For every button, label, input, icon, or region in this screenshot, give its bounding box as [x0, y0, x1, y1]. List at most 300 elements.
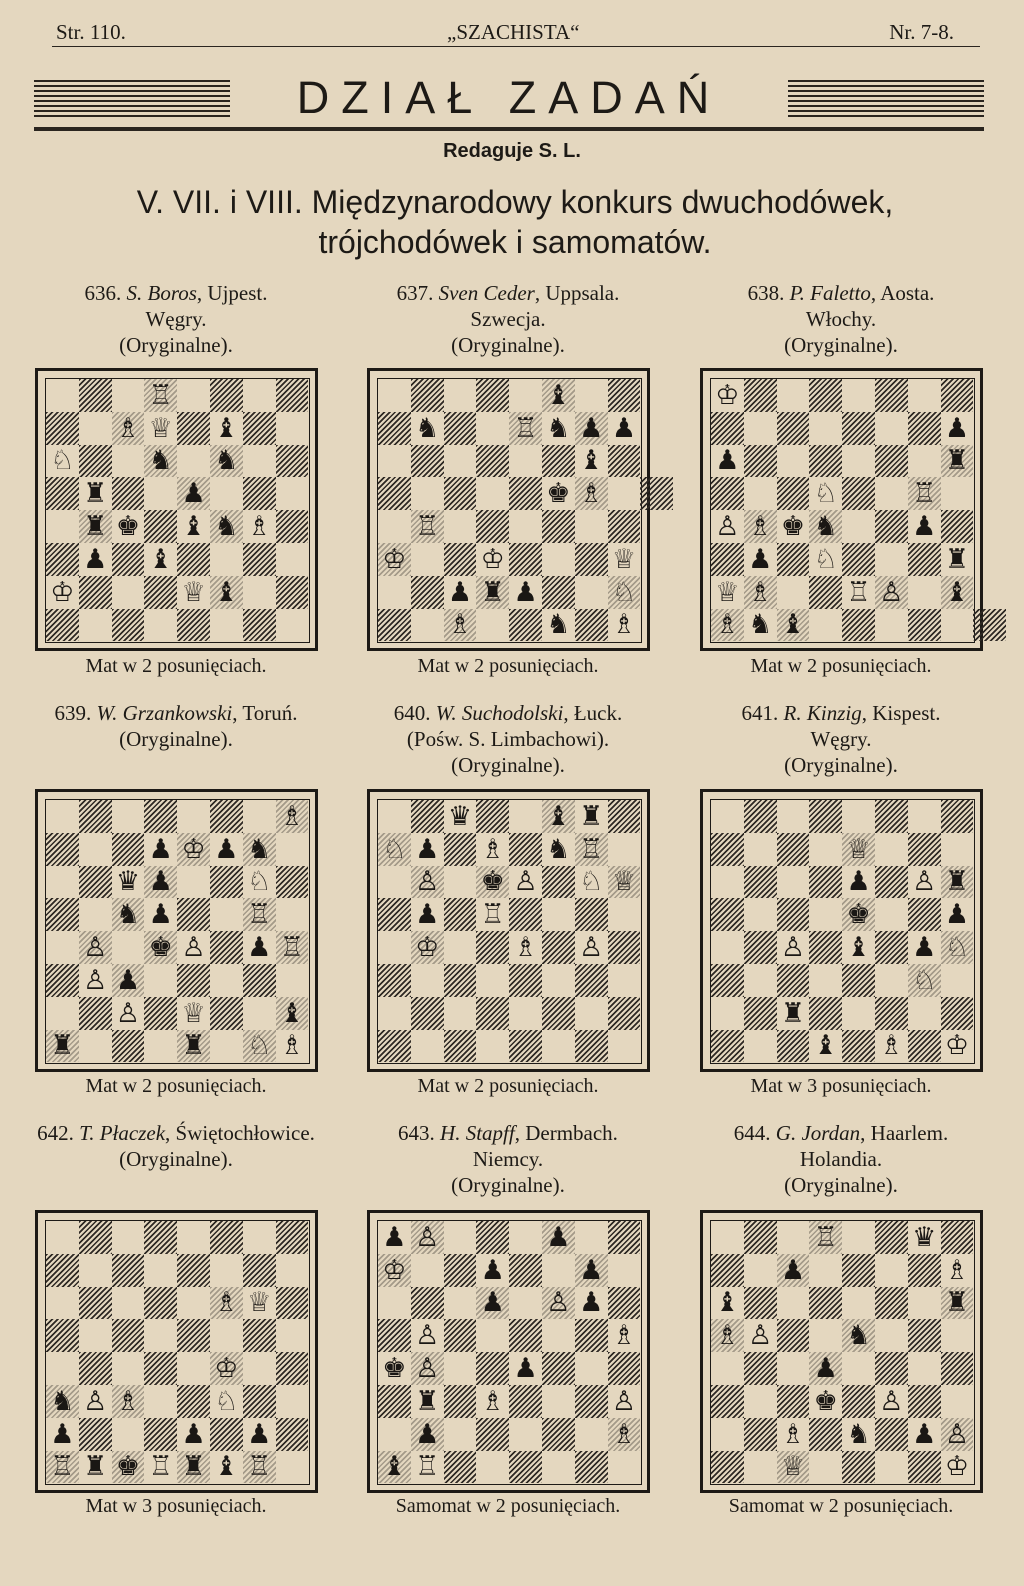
white-queen-icon: ♕ [611, 543, 637, 575]
board-square [378, 1451, 411, 1484]
board-square [809, 997, 842, 1030]
problem-source: (Oryginalne). [451, 1173, 565, 1197]
board-square [777, 866, 810, 899]
problem-subtitle: (Pośw. S. Limbachowi). [406, 727, 610, 751]
chess-diagram [35, 1210, 318, 1493]
board-square [144, 445, 177, 478]
black-king-icon: ♚ [382, 1353, 407, 1385]
board-square [744, 964, 777, 997]
white-knight-icon: ♘ [813, 478, 838, 510]
board-square [276, 800, 309, 833]
white-bishop-icon: ♗ [279, 800, 305, 832]
board-square [908, 1030, 941, 1063]
white-king-icon: ♔ [415, 932, 440, 964]
board-square [875, 1319, 908, 1352]
board-square [711, 1385, 744, 1418]
board-square [542, 543, 575, 576]
board-square [46, 1254, 79, 1287]
board-square [509, 412, 542, 445]
board-square [79, 1385, 112, 1418]
header-rule [52, 46, 980, 47]
board-square [908, 866, 941, 899]
board-square [210, 510, 243, 543]
board-square [711, 576, 744, 609]
board-square [411, 1221, 444, 1254]
board-square [378, 445, 411, 478]
board-square [908, 1221, 941, 1254]
board-square [112, 1030, 145, 1063]
board-square [476, 931, 509, 964]
board-square [79, 543, 112, 576]
problem-title-line: 643. H. Stapff, Dermbach. [398, 1121, 618, 1145]
board-square [243, 445, 276, 478]
board-square [875, 1287, 908, 1320]
problem-caption [348, 700, 668, 778]
board-square [842, 1352, 875, 1385]
board-square [777, 510, 810, 543]
board-square [476, 1221, 509, 1254]
white-knight-icon: ♘ [50, 445, 75, 477]
board-square [378, 1254, 411, 1287]
board-square [79, 1418, 112, 1451]
board-square [210, 412, 243, 445]
white-bishop-icon: ♗ [480, 833, 505, 865]
board-square [908, 1418, 941, 1451]
white-rook-icon: ♖ [415, 1451, 440, 1483]
board-square [608, 1352, 641, 1385]
board-square [875, 1385, 908, 1418]
black-pawn-icon: ♟ [944, 899, 970, 931]
board-square [908, 445, 941, 478]
white-queen-icon: ♕ [148, 412, 173, 444]
black-knight-icon: ♞ [846, 1320, 871, 1352]
board-square [243, 1319, 276, 1352]
board-square [112, 445, 145, 478]
board-square [711, 898, 744, 931]
board-square [46, 1221, 79, 1254]
board-square [177, 1287, 210, 1320]
chess-board-grid [45, 1220, 310, 1485]
board-square [875, 576, 908, 609]
problem-number: 640. [393, 701, 436, 725]
white-queen-icon: ♕ [846, 833, 871, 865]
board-square [177, 931, 210, 964]
board-square [744, 609, 777, 642]
black-pawn-icon: ♟ [813, 1353, 838, 1385]
board-square [243, 1254, 276, 1287]
board-square [711, 1030, 744, 1063]
problem-author: S. Boros [126, 281, 197, 305]
board-square [444, 1030, 477, 1063]
board-square [276, 1385, 309, 1418]
black-pawn-icon: ♟ [579, 412, 604, 444]
board-square [711, 866, 744, 899]
board-square [875, 510, 908, 543]
chess-board-grid [45, 378, 310, 643]
board-square [608, 997, 641, 1030]
board-square [941, 800, 974, 833]
board-square [809, 1221, 842, 1254]
black-pawn-icon: ♟ [148, 866, 173, 898]
board-square [908, 477, 941, 510]
board-square [711, 1418, 744, 1451]
board-square [777, 1319, 810, 1352]
board-square [575, 543, 608, 576]
chess-board-grid [710, 1220, 975, 1485]
board-square [744, 800, 777, 833]
board-square [210, 1221, 243, 1254]
board-square [79, 931, 112, 964]
chess-board-grid [377, 799, 642, 1064]
board-square [112, 1221, 145, 1254]
board-square [210, 964, 243, 997]
white-queen-icon: ♕ [181, 997, 206, 1029]
board-square [144, 379, 177, 412]
white-knight-icon: ♘ [382, 833, 407, 865]
board-square [842, 1287, 875, 1320]
board-square [79, 964, 112, 997]
board-square [144, 931, 177, 964]
board-square [46, 1030, 79, 1063]
board-square [276, 445, 309, 478]
white-rook-icon: ♖ [148, 1451, 173, 1483]
board-square [908, 1254, 941, 1287]
black-knight-icon: ♞ [846, 1418, 871, 1450]
black-king-icon: ♚ [813, 1385, 838, 1417]
white-bishop-icon: ♗ [115, 1385, 141, 1417]
board-square [908, 576, 941, 609]
board-square [476, 609, 509, 642]
board-square [711, 1221, 744, 1254]
black-rook-icon: ♜ [50, 1030, 75, 1062]
black-pawn-icon: ♟ [415, 1418, 440, 1450]
board-square [210, 866, 243, 899]
white-rook-icon: ♖ [480, 899, 505, 931]
board-square [777, 445, 810, 478]
board-square [542, 1385, 575, 1418]
board-square [842, 1030, 875, 1063]
white-bishop-icon: ♗ [944, 1254, 970, 1286]
board-square [509, 1221, 542, 1254]
white-pawn-icon: ♙ [944, 1418, 970, 1450]
black-pawn-icon: ♟ [748, 543, 773, 575]
board-square [509, 445, 542, 478]
white-king-icon: ♔ [480, 543, 505, 575]
problem-number: 636. [84, 281, 127, 305]
black-rook-icon: ♜ [944, 866, 970, 898]
black-rook-icon: ♜ [944, 445, 970, 477]
board-square [875, 997, 908, 1030]
board-square [608, 379, 641, 412]
board-square [575, 412, 608, 445]
problem-place: Haarlem. [870, 1121, 949, 1145]
chess-diagram [367, 789, 650, 1072]
white-pawn-icon: ♙ [579, 932, 604, 964]
black-rook-icon: ♜ [83, 1451, 108, 1483]
board-square [411, 1385, 444, 1418]
board-square [542, 964, 575, 997]
board-square [210, 931, 243, 964]
board-square [243, 543, 276, 576]
board-square [575, 800, 608, 833]
board-square [608, 898, 641, 931]
board-square [444, 477, 477, 510]
board-square [276, 543, 309, 576]
board-square [378, 931, 411, 964]
board-square [378, 800, 411, 833]
board-square [542, 1221, 575, 1254]
board-square [444, 1287, 477, 1320]
problem-place: Kispest. [872, 701, 941, 725]
white-knight-icon: ♘ [813, 543, 838, 575]
board-square [908, 1352, 941, 1385]
board-square [444, 412, 477, 445]
board-square [411, 800, 444, 833]
board-square [875, 445, 908, 478]
board-square [79, 833, 112, 866]
board-square [46, 997, 79, 1030]
board-square [378, 1319, 411, 1352]
board-square [210, 1451, 243, 1484]
black-queen-icon: ♛ [447, 800, 473, 832]
board-square [112, 833, 145, 866]
white-knight-icon: ♘ [247, 866, 272, 898]
board-square [476, 412, 509, 445]
board-square [842, 445, 875, 478]
problem-title-line: 638. P. Faletto, Aosta. [747, 281, 935, 305]
board-square [575, 1418, 608, 1451]
board-square [711, 1287, 744, 1320]
problem-stipulation: Mat w 2 posunięciach. [417, 655, 599, 677]
board-square [243, 997, 276, 1030]
board-square [809, 445, 842, 478]
black-rook-icon: ♜ [83, 478, 108, 510]
board-square [509, 997, 542, 1030]
board-square [777, 609, 810, 642]
board-square [842, 800, 875, 833]
problem-caption [348, 280, 668, 358]
board-square [711, 543, 744, 576]
board-square [144, 833, 177, 866]
board-square [575, 997, 608, 1030]
board-square [941, 1221, 974, 1254]
board-square [509, 1319, 542, 1352]
board-square [744, 898, 777, 931]
board-square [177, 379, 210, 412]
board-square [46, 576, 79, 609]
board-square [276, 898, 309, 931]
board-square [276, 576, 309, 609]
board-square [378, 1221, 411, 1254]
board-square [144, 510, 177, 543]
problem-stipulation: Mat w 2 posunięciach. [417, 1075, 599, 1097]
board-square [79, 1030, 112, 1063]
board-square [444, 997, 477, 1030]
problem-place: Toruń. [242, 701, 298, 725]
board-square [941, 445, 974, 478]
board-square [476, 997, 509, 1030]
black-pawn-icon: ♟ [50, 1418, 75, 1450]
board-square [509, 1254, 542, 1287]
board-square [711, 445, 744, 478]
board-square [809, 609, 842, 642]
board-square [210, 445, 243, 478]
board-square [809, 898, 842, 931]
board-square [243, 477, 276, 510]
board-square [378, 866, 411, 899]
white-king-icon: ♔ [181, 833, 206, 865]
board-square [809, 1319, 842, 1352]
black-queen-icon: ♛ [912, 1221, 937, 1253]
board-square [112, 1385, 145, 1418]
title-ornament-left [34, 80, 230, 118]
board-square [809, 412, 842, 445]
problem-stipulation: Mat w 2 posunięciach. [85, 1075, 267, 1097]
problem-caption [16, 280, 336, 358]
white-queen-icon: ♕ [780, 1451, 806, 1483]
problem-number: 644. [733, 1121, 776, 1145]
board-square [210, 576, 243, 609]
white-knight-icon: ♘ [214, 1385, 239, 1417]
problem-subtitle: (Oryginalne). [119, 727, 233, 751]
board-square [144, 477, 177, 510]
board-square [875, 1451, 908, 1484]
board-square [509, 1385, 542, 1418]
board-square [378, 543, 411, 576]
black-pawn-icon: ♟ [912, 511, 937, 543]
board-square [79, 477, 112, 510]
board-square [842, 1451, 875, 1484]
black-king-icon: ♚ [546, 478, 571, 510]
board-square [210, 997, 243, 1030]
problem-stipulation: Mat w 3 posunięciach. [85, 1495, 267, 1517]
board-square [509, 1352, 542, 1385]
board-square [411, 997, 444, 1030]
board-square [276, 1418, 309, 1451]
board-square [842, 964, 875, 997]
board-square [177, 1221, 210, 1254]
board-square [809, 1352, 842, 1385]
white-king-icon: ♔ [382, 1254, 407, 1286]
problem-subtitle: Węgry. [810, 727, 872, 751]
board-square [941, 931, 974, 964]
black-knight-icon: ♞ [546, 609, 571, 641]
board-square [542, 609, 575, 642]
board-square [144, 1221, 177, 1254]
board-square [575, 1451, 608, 1484]
board-square [744, 931, 777, 964]
board-square [177, 997, 210, 1030]
problem-number: 641. [741, 701, 784, 725]
board-square [941, 866, 974, 899]
board-square [276, 609, 309, 642]
board-square [941, 576, 974, 609]
white-king-icon: ♔ [944, 1030, 970, 1062]
board-square [378, 997, 411, 1030]
board-square [476, 445, 509, 478]
board-square [144, 1254, 177, 1287]
board-square [941, 1352, 974, 1385]
board-square [46, 800, 79, 833]
board-square [79, 609, 112, 642]
black-rook-icon: ♜ [181, 1030, 206, 1062]
black-knight-icon: ♞ [748, 609, 773, 641]
board-square [46, 379, 79, 412]
board-square [79, 510, 112, 543]
board-square [243, 1352, 276, 1385]
white-pawn-icon: ♙ [181, 932, 206, 964]
board-square [243, 412, 276, 445]
board-square [411, 1254, 444, 1287]
board-square [908, 379, 941, 412]
white-pawn-icon: ♙ [879, 576, 904, 608]
board-square [809, 1287, 842, 1320]
black-knight-icon: ♞ [813, 511, 838, 543]
problem-stipulation: Mat w 3 posunięciach. [750, 1075, 932, 1097]
board-square [875, 1352, 908, 1385]
chess-diagram [367, 368, 650, 651]
board-square [509, 543, 542, 576]
board-square [411, 1287, 444, 1320]
problem-number: 639. [54, 701, 97, 725]
board-square [575, 964, 608, 997]
black-knight-icon: ♞ [214, 511, 239, 543]
board-square [908, 1319, 941, 1352]
board-square [777, 1030, 810, 1063]
board-square [112, 1418, 145, 1451]
board-square [875, 1030, 908, 1063]
board-square [144, 1319, 177, 1352]
board-square [842, 1221, 875, 1254]
white-rook-icon: ♖ [50, 1451, 75, 1483]
board-square [509, 379, 542, 412]
board-square [744, 379, 777, 412]
white-bishop-icon: ♗ [715, 609, 740, 641]
board-square [243, 1030, 276, 1063]
white-queen-icon: ♕ [611, 866, 637, 898]
board-square [476, 800, 509, 833]
board-square [640, 800, 673, 833]
problem-caption [681, 700, 1001, 778]
board-square [476, 1319, 509, 1352]
board-square [177, 1385, 210, 1418]
board-square [875, 1418, 908, 1451]
board-square [509, 1287, 542, 1320]
chess-diagram [35, 789, 318, 1072]
black-bishop-icon: ♝ [214, 576, 239, 608]
board-square [809, 1451, 842, 1484]
board-square [411, 931, 444, 964]
board-square [276, 1254, 309, 1287]
white-pawn-icon: ♙ [415, 1353, 440, 1385]
board-square [243, 510, 276, 543]
board-square [46, 898, 79, 931]
board-square [777, 1221, 810, 1254]
black-rook-icon: ♜ [944, 543, 970, 575]
board-square [243, 609, 276, 642]
board-square [276, 1221, 309, 1254]
black-king-icon: ♚ [480, 866, 505, 898]
board-square [444, 576, 477, 609]
white-pawn-icon: ♙ [83, 964, 108, 996]
board-square [210, 379, 243, 412]
board-square [608, 1319, 641, 1352]
board-square [744, 510, 777, 543]
white-bishop-icon: ♗ [780, 1418, 806, 1450]
problem-author: R. Kinzig [783, 701, 862, 725]
board-square [144, 1287, 177, 1320]
chess-diagram [700, 1210, 983, 1493]
